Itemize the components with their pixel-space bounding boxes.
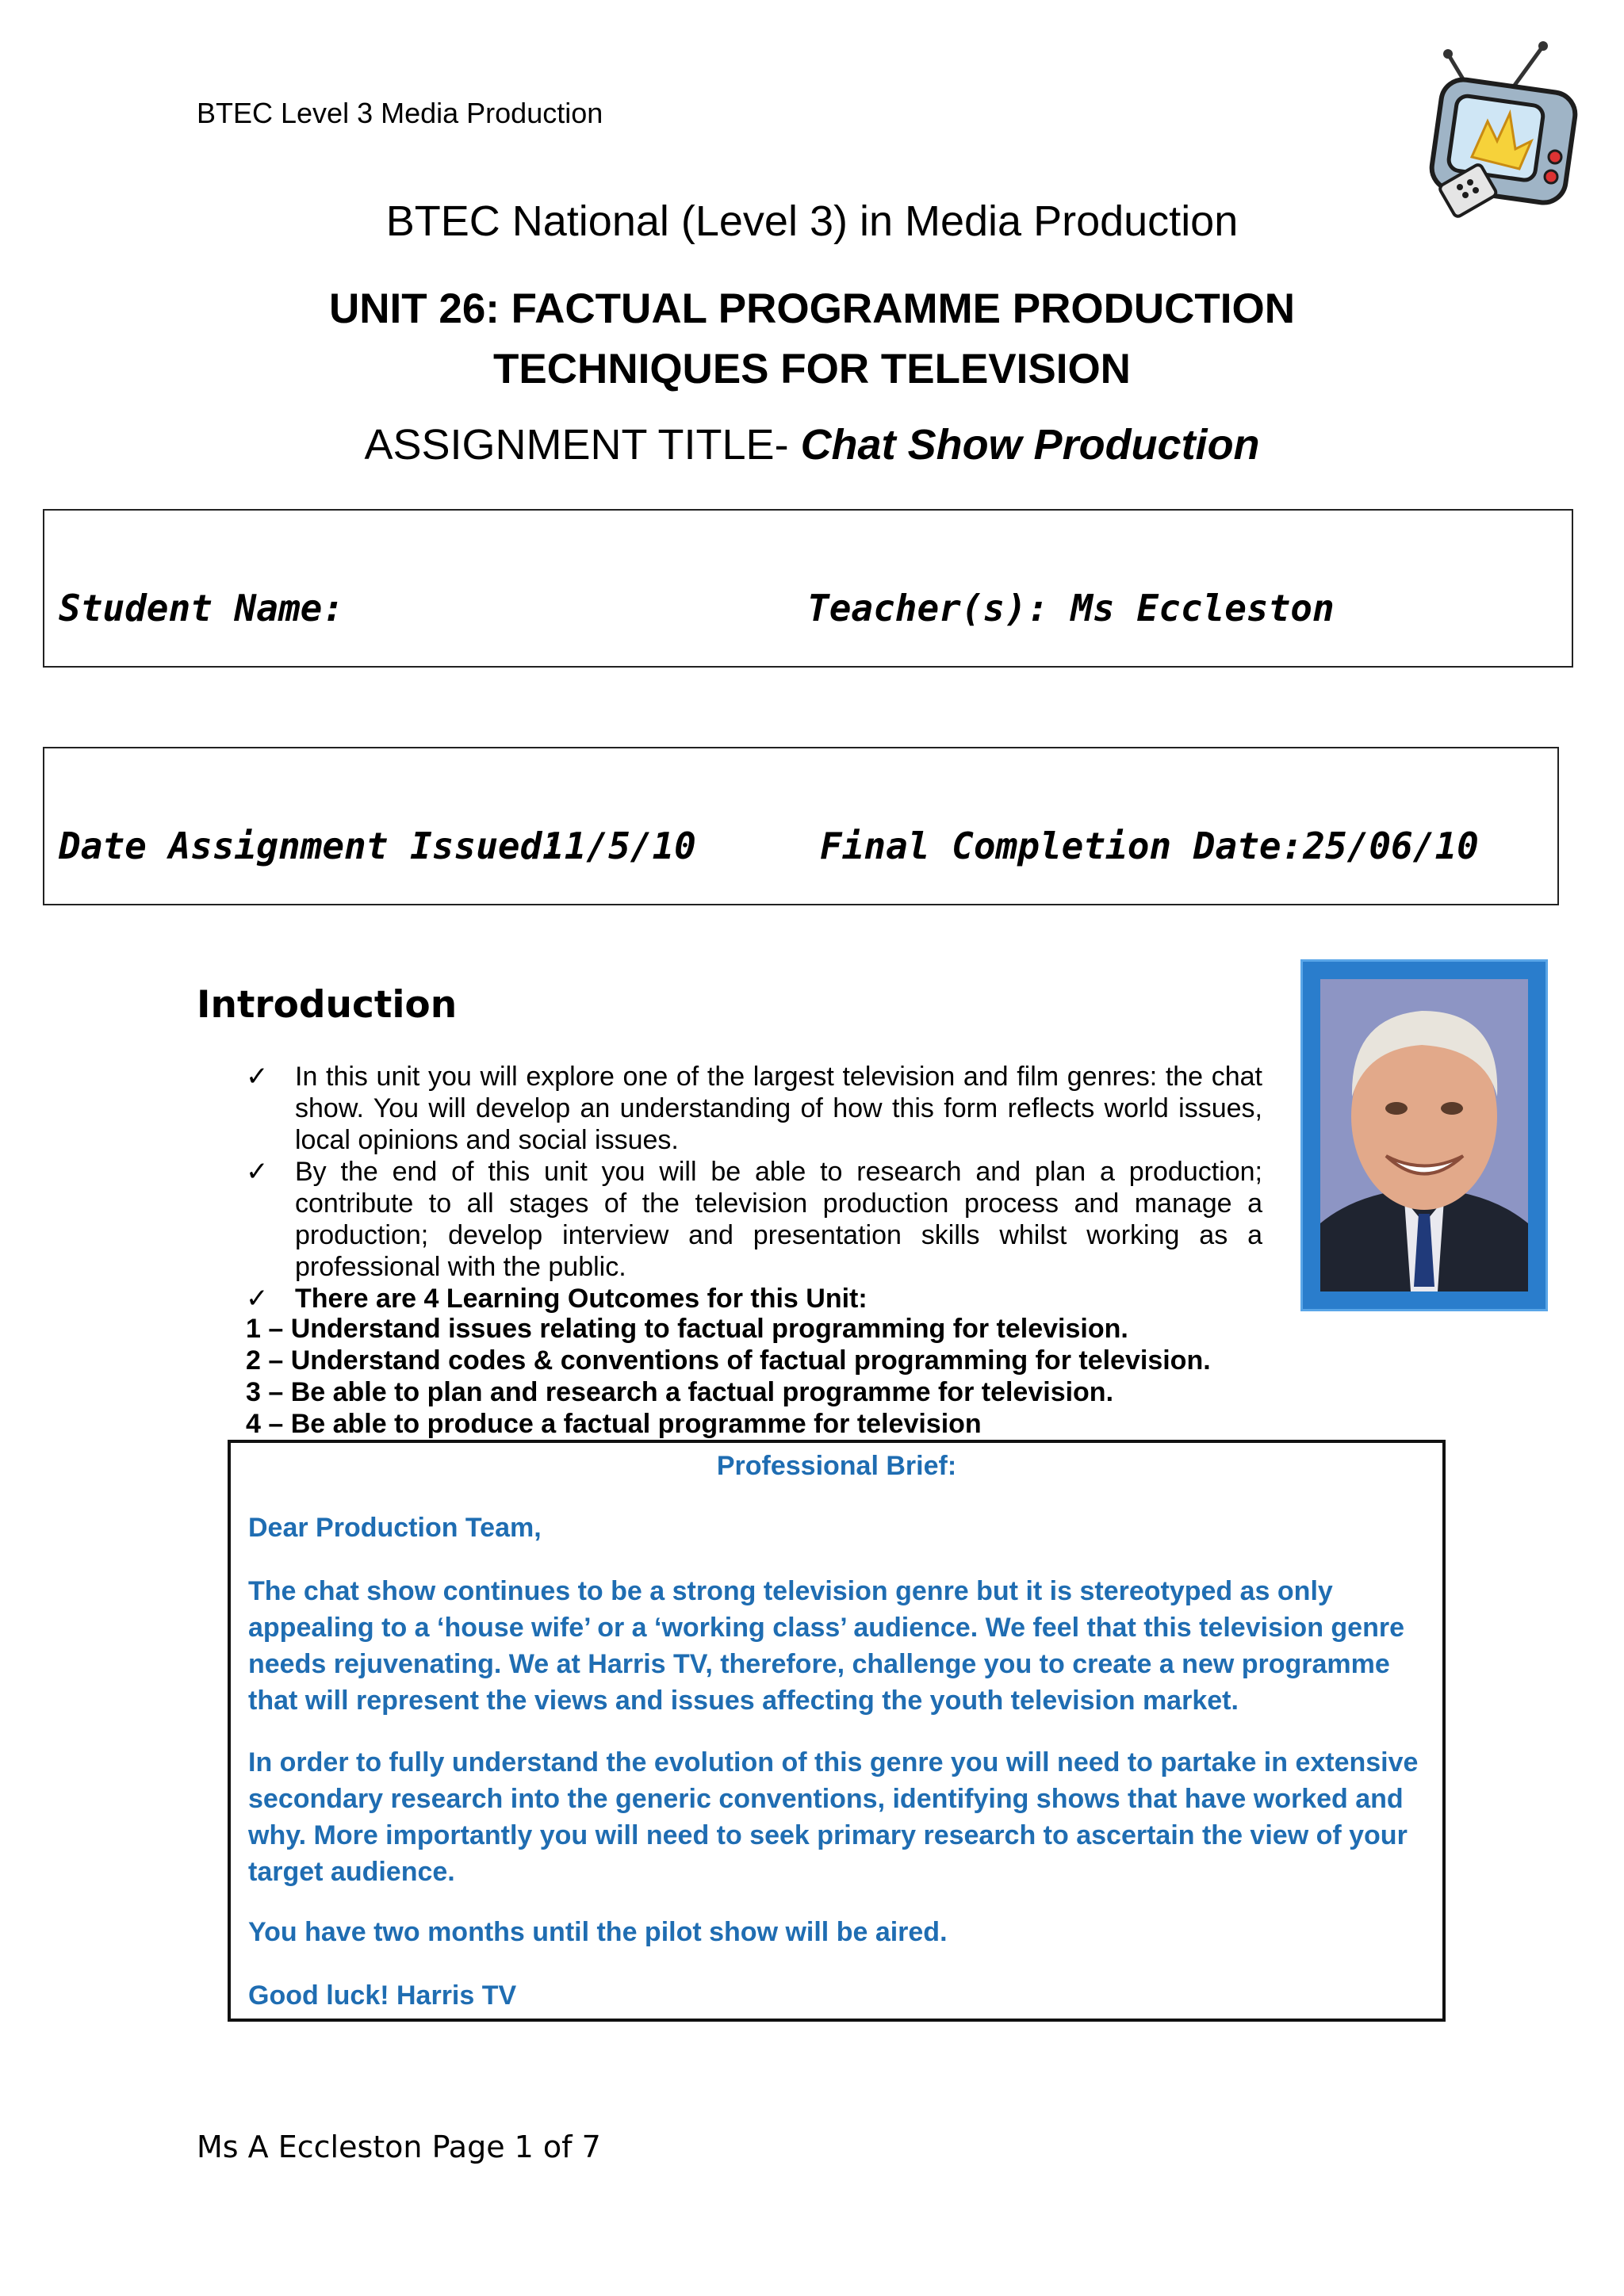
check-mark-icon: ✓ [246,1283,269,1314]
check-mark-icon: ✓ [246,1156,269,1188]
list-item [246,1283,1262,1314]
presenter-photo [1300,959,1548,1311]
running-header: BTEC Level 3 Media Production [197,97,603,129]
page-footer: Ms A Eccleston Page 1 of 7 [197,2130,601,2164]
final-completion-date: Final Completion Date:25/06/10 [820,825,1479,867]
brief-paragraph-3: You have two months until the pilot show will be aired. [248,1917,948,1947]
professional-brief-box [228,1440,1446,2022]
bullet-text: In this unit you will explore one of the largest television and film genres: the chat show. You will develop an understanding of how this form reflects world issues, local opinions and social issues. [295,1062,1262,1155]
unit-title-line2: TECHNIQUES FOR TELEVISION [493,346,1131,392]
introduction-bullets [246,1061,1262,1314]
assignment-title-name: Chat Show Production [800,421,1260,469]
teacher-label: Teacher(s): Ms Eccleston [807,587,1335,629]
check-mark-icon: ✓ [246,1061,269,1093]
brief-paragraph-1: The chat show continues to be a strong television genre but it is stereotyped as only appealing to a ‘house wife’ or a ‘working class’ audience. We feel that this television genre needs rejuvenating. We at Harris TV, therefore, challenge you to create a new programme that will represent the views and issues affecting the youth television market. [248,1576,1404,1716]
list-item [246,1156,1262,1283]
bullet-text: By the end of this unit you will be able to research and plan a production; contribute to all stages of the television production process and manage a production; develop interview and presentation skills whilst working as a professional with the public. [295,1157,1262,1282]
learning-outcomes [246,1313,1356,1440]
unit-title-line1: UNIT 26: FACTUAL PROGRAMME PRODUCTION [328,285,1296,332]
introduction-heading: Introduction [197,983,458,1027]
student-name-label: Student Name: [59,587,345,629]
learning-outcome-3: 3 – Be able to plan and research a factual programme for television. [246,1377,1114,1407]
course-title: BTEC National (Level 3) in Media Production [385,197,1239,245]
unit-title [0,279,1624,400]
brief-title: Professional Brief: [716,1451,957,1481]
assignment-title-prefix: ASSIGNMENT TITLE- [364,421,801,469]
learning-outcome-4: 4 – Be able to produce a factual programme for television [246,1409,982,1439]
brief-greeting: Dear Production Team, [248,1513,542,1543]
cartoon-tv-icon [1424,38,1583,220]
date-issued-label: Date Assignment Issued: [59,825,564,867]
brief-paragraph-2: In order to fully understand the evolution of this genre you will need to partake in extensive secondary research into the generic conventions, identifying shows that have worked and why. More importantly you will need to seek primary research to ascertain the view of your target audience. [248,1747,1419,1887]
bullet-text: There are 4 Learning Outcomes for this Unit: [295,1284,868,1314]
student-info-box [43,509,1573,668]
brief-signoff: Good luck! Harris TV [248,1980,517,2011]
learning-outcome-1: 1 – Understand issues relating to factual programming for television. [246,1314,1128,1344]
date-issued-value: 11/5/10 [542,825,696,867]
assignment-title [0,420,1624,469]
list-item [246,1061,1262,1156]
dates-box [43,747,1559,905]
learning-outcome-2: 2 – Understand codes & conventions of factual programming for television. [246,1345,1211,1376]
